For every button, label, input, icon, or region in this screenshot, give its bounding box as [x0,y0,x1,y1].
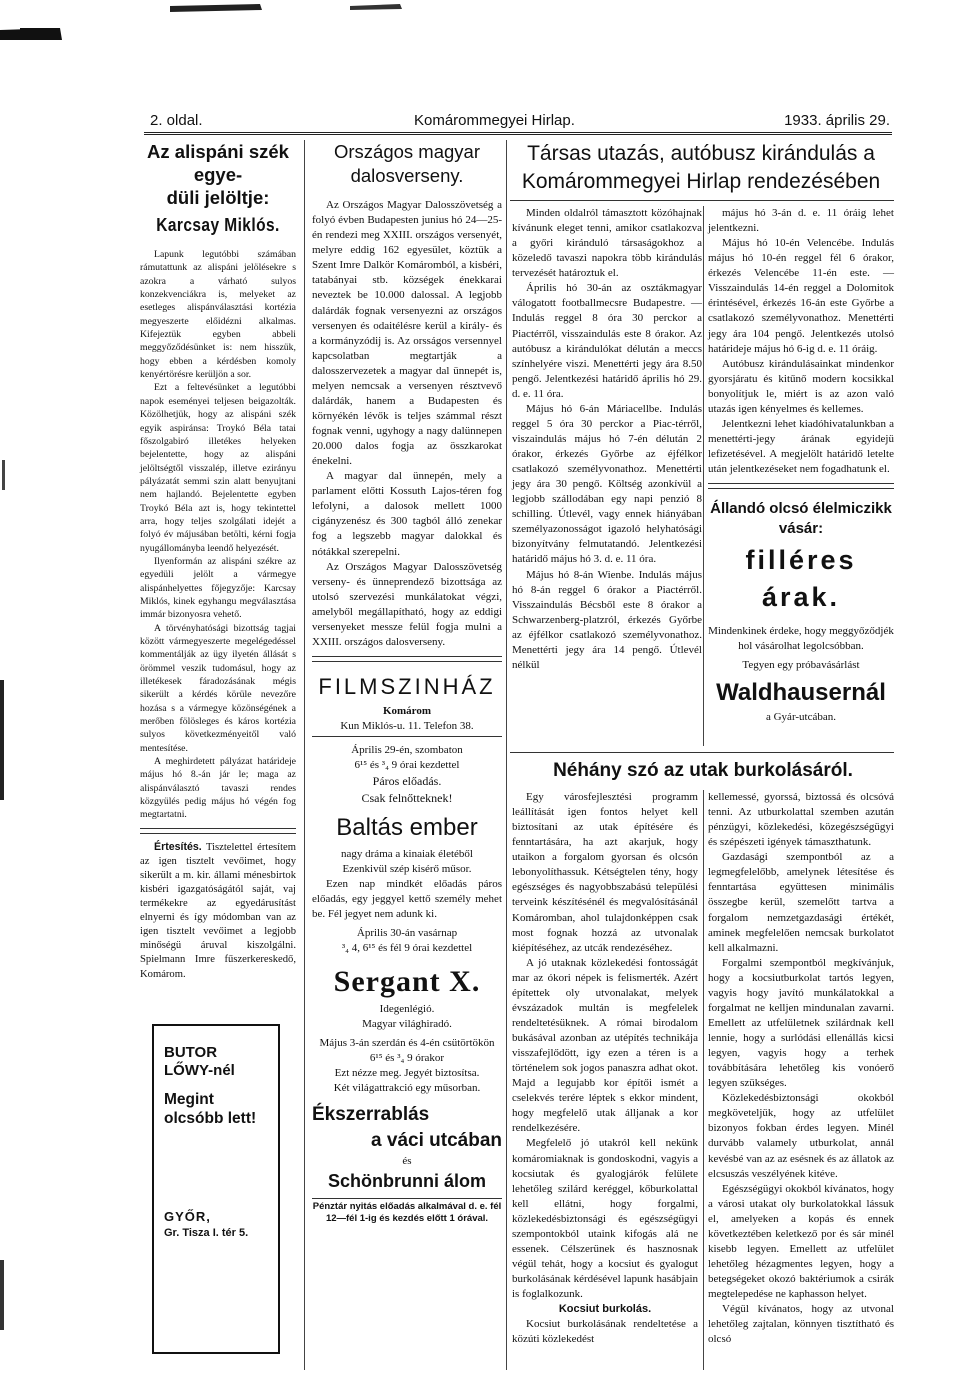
tarsas-paragraph: Autóbusz kirándulásainkat mindenkor gyorsjáratu és kitűnő modern kocsikkal bonyolítjuk le, miért is az azon való utazás igen kényelmes és kellemes. [708,357,894,415]
column-rule [304,140,305,1370]
allando-shop-name: Waldhausernál [716,679,886,707]
film-show1-adults: Csak felnőtteknek! [361,790,453,805]
alispan-candidate-name: Karcsay Miklós. [156,215,280,236]
utak-paragraph: Egészségügyi okokból kívánatos, hogy a városi utakat oly burkolatokkal lássuk el, amelyeken a kopás és ennek következtében keletkező por és sár minél kisebb legyen. Emellett az utfelület lehetőleg hézagmentes legyen, hogy a betegségeket okozó baktériumok a csirák megtelepedése ne kaphasson helyet. [708,1182,894,1301]
film-show2-times: ³₄ 4, 6¹⁵ és fél 9 órai kezdettel [341,942,473,955]
ad-butor-line2: LŐWY-nél [164,1061,235,1079]
film-cashier-hours: Pénztár nyitás előadás alkalmával d. e. fél 12—fél 1-ig és kezdés előtt 1 órával. [312,1198,502,1225]
allando-street: a Gyár-utcában. [765,711,837,724]
dalos-paragraph: Az Országos Magyar Dalosszövetség verseny- és ünneprendező bizottsága az utolsó szervezési munkálatokat végzi, amelyből megállapítható, hogy az eddigi versenyeket messze felül fogja mulni a XXIII. országos dalosverseny. [312,560,502,648]
tarsas-headline-line2: Komárommegyei Hirlap rendezésében [521,169,881,193]
film-notice: Ezen nap mindkét előadás páros előadás, egy jeggyel kettő személy mehet be. Fél jegyet nem adunk ki. [312,878,502,921]
utak-paragraph: Kocsiut burkolásának rendeltetése a közúti közlekedést [512,1318,698,1346]
utak-paragraph: Forgalmi szempontból megkívánjuk, hogy a kocsiutburkolat tartós legyen, vagyis hogy javító munkálatokkal a forgalmat ne kelljen mindunalan zavarni. Emellett az utfelületnek szilárdnak kell lennie, hogy a surlódási ellenállás kicsi legyen, vagyis hogy a terhek továbbítására lehetőleg kis vonóerő legyen szükséges. [708,956,894,1090]
allando-ad [708,499,894,725]
column-utak-right [708,790,894,1347]
column-rule [703,206,704,746]
page-header [144,108,892,135]
utak-subheading: Kocsiut burkolás. [558,1303,652,1316]
film-movie1-desc: nagy dráma a kinaiak életéből [341,848,473,861]
utak-paragraph: A jó utaknak közlekedési fontosságát mar az ókori népek is felismerték. Azért építettek oly utvonalakat, melyek évszázadok multán is megfelelek rendeltetésüknek. A római birodalom bukásával azonban az utépítés technikája visszafejlődött, igy ezen a téren is a történelem sok jogos panaszra adhat okot. Majd a legujabb kor építői ismét a cselekvés terére léptek s ekkor mindent, hogy megfelelő utak álljanak a kor rendelkezésére. [512,956,698,1135]
tarsas-headline-line1: Társas utazás, autóbusz kirándulás a [527,142,875,165]
film-movie1-title: Baltás ember [336,814,478,842]
tarsas-paragraph: Április hó 30-án az osztákmagyar válogatott footballmecsre Budapestre. — Indulás reggel 8 óra 30 perckor a Piactérről, visszaindulás este 8 órakor. Az autóbusz a kirándulókat délután a meccs színhelyére viszi. Menettérti jegy ára 8.50 pengő. Jelentkezési határidő április hó 29. d. e. 11 óra. [512,282,702,400]
film-show1-type: Páros előadás. [372,774,442,789]
alispan-paragraph: Ezt a feltevésünket a legutóbbi napok eseményei teljesen beigazolták. Közölhetjük, hogy az alispáni szék egyik aspiránsa: Troykó Béla tatai főszolgabiró illetékes helyeken bejelentette, hogy az alispáni jelöltségtől visszalép, illetve ezirányu pályázatát semmi szin alatt benyujtani nem hajlandó. Bejelentette egyben Troykó Béla azt is, hogy tekintettel arra, hogy teljes szolgálati idejét a folyó év májusában betölti, kérni fogja nyugállományba leendő helyezését. [140,382,296,554]
dalos-headline-line2: dalosverseny. [350,165,464,187]
section-divider [708,483,894,489]
dalos-paragraph: A magyar dal ünnepén, mely a parlament előtti Kossuth Lajos-téren fog lefolyni, a dalosok mellett 1000 cigányzenész és 300 tagból álló zenekar fog a legszebb magyar dalokkal és nótákkal szerepelni. [312,470,502,558]
allando-text2: Tegyen egy próbavásárlást [742,659,860,672]
film-show1-date: Április 29-én, szombaton [351,744,463,757]
tarsas-paragraph: Minden oldalról támasztott közóhajnak kívánunk eleget tenni, amikor csatlakozva a győri kiránduló társaságokhoz a közeledő tavaszi napokra több kirándulás tervezését határoztuk el. [512,207,702,280]
ad-butor-address: Gr. Tisza I. tér 5. [164,1227,249,1240]
film-show2-date: Április 30-án vasárnap [356,927,458,940]
scan-left-edge [0,40,14,1380]
filmszinhaz-ad [312,672,502,1225]
column-alispan [140,140,296,1354]
film-movie3c-title: Schönbrunni álom [327,1171,486,1192]
utak-paragraph: Közlekedésbiztonsági okokból megköveteljük, hogy az utfelület bizonyos fokban érdes legyen. Minél durvább valamely utburkolat, annál kevésbé van az az esésnek és az állatok az elcsuszás veszélyének kitéve. [708,1092,894,1180]
film-movie2-desc: Idegenlégió. [379,1002,435,1015]
column-dalos-film [312,140,502,1225]
section-rule [510,752,894,753]
utak-paragraph: Végül kívánatos, hogy az utvonal lehetőleg zajtalan, könnyen tisztítható és olcsó [708,1303,894,1346]
tarsas-paragraph: Május hó 8-án Wienbe. Indulás május hó 8-án reggel 6 órakor a Piactérről. Visszaindulás Bécsből este 8 órakor a Schwarzenberg-platzról, érkezés Győrbe az éjfélkor csatlakozó személyvonathoz. Menettérti jegy ára 14 pengő. Útlevél nélkül [512,568,702,671]
column-rule [506,140,507,1370]
allando-text1: Mindenkinek érdeke, hogy meggyőződjék hol vásárolhat legolcsóbban. [708,625,894,653]
film-movie3b-title: a váci utcában [371,1130,502,1152]
film-movie1-desc2: Ezenkivül szép kisérő műsor. [342,863,472,876]
dalos-headline-line1: Országos magyar [334,141,480,162]
film-movie2-title: Sergant X. [333,964,481,998]
allando-big-slogan: filléres árak. [745,545,857,613]
section-divider [312,656,502,662]
alispan-headline-line2: düli jelöltje: [166,187,270,209]
film-title: FILMSZINHÁZ [318,673,496,699]
butor-advertisement [152,1024,280,1354]
utak-paragraph: Egy városfejlesztési programm leállítását igen fontos helyet kell biztosítani az utak építésére és fenntartására, ha azt akarjuk, hogy utaikon a forgalom gyorsan és olcsón lebonyolíthassuk. Kétségtelen tény, hogy egészséges és nagyobbszabású települési terveink készítésénél és megvalósításánál Komáromban, ahol tulajdonképpen csak most fognak hozzá az utvonalak kiépítéséhez, az utcák rendezéséhez. [512,791,698,954]
alispan-paragraph: Ilyenformán az alispáni székre az egyedüli jelölt a vármegye alispánhelyettes főjegyzője: Karcsay Miklós, kinek egyhangu megválasztása immár bizonyosra vehető. [140,555,296,621]
allando-headline-line1: Állandó olcsó élelmiczikk [710,500,892,518]
film-movie3a-title: Ékszerrablás [312,1104,430,1125]
film-show3-note2: Két világattrakció egy műsorban. [333,1081,481,1094]
film-address: Kun Miklós-u. 11. Telefon 38. [312,719,502,737]
utak-paragraph: kellemessé, gyorssá, biztossá és olcsóvá tenni. Az utburkolattal szemben azután pénzügyi, közlekedési, közegészségügyi és szépészeti igények támaszthatunk. [708,791,894,849]
tarsas-headline [510,140,892,195]
tarsas-paragraph: május hó 3-án d. e. 11 óráig lehet jelentkezni. [708,207,894,235]
section-divider [140,828,296,834]
scan-top-edge [0,0,960,40]
film-city: Komárom [382,705,432,718]
dalos-paragraph: Az Országos Magyar Dalosszövetség a folyó évben Budapesten junius hó 24—25-én rendezi meg XXIII. országos versenyét, melyre eddig 162 egyesület, köztük a Szent Imre Dalkör Komáromból, a kisbéri, tatabányai stb. községek énekkarai neveztek be 10.000 dalossal. A legjobb dalárdák fognak versenyezni az országos versenyen és odaitélésre kerül a király- és a kormányzódij is. Az orsságos versennyel kapcsolatban megtartják a dalosszervezetek a magyar dal ünnepét is, melyen nemcsak a versenyen résztvevő dalárdák, hanem a Budapesten és környékén lévők is teljes számmal részt fognak venni, ugyhogy a nagy dalünnepen 20.000 dalos fogja az összkarokat énekelni. [312,199,502,468]
page-number: 2. oldal. [150,112,203,129]
column-tarsas-left [512,206,702,673]
headline-rule [510,200,894,201]
utak-headline: Néhány szó az utak burkolásáról. [553,760,853,781]
tarsas-paragraph: Jelentkezni lehet kiadóhivatalunkban a menettérti-jegy árának egyidejü lefizetésével. A megjelölt határidő letelte után jelentkezéseket nem fogadhatunk el. [708,417,894,476]
column-rule [703,790,704,1370]
newspaper-name: Komárommegyei Hirlap. [414,112,575,129]
tarsas-paragraph: Május hó 10-én Velencébe. Indulás május hó 10-én reggel fél 6 órakor, érkezés Velencébe 11-én este. — Visszaindulás 14-én reggel a Dolomitok érintésével, érkezés 16-án este Győrbe a csatlakozó személyvonathoz. Menettérti jegy ára 104 pengő. Jelentkezés utolsó határideje május hó 6-ig d. e. 11 óráig. [708,237,894,355]
ad-butor-city: GYŐR, [164,1209,211,1225]
column-tarsas-right [708,206,894,725]
film-show3-note: Ezt nézze meg. Jegyét biztosítsa. [334,1066,480,1079]
alispan-headline-line1: Az alispáni szék egye- [147,141,289,186]
ertesites-lead: Értesítés. [154,840,202,853]
allando-headline-line2: vásár: [778,519,824,537]
ertesites-text: Tisztelettel értesítem az igen tisztelt vevőimet, hogy sikerült a m. kir. állami ménesbirtok kisbéri igazgatóságától saját, vaj termékekre az egyedárusítást elnyerni és így módomban van az igen tisztelt vevőimet a legjobb minőségü áruval kiszolgálni. Spielmann Imre fűszerkereskedő, Komárom. [140,841,296,980]
film-and: és [402,1155,412,1168]
alispan-paragraph: A törvényhatósági bizottság tagjai között vármegyeszerte megelégedéssel kommentálják az ügy ilyetén állását s örömmel veszik tudomásul, hogy az illetékesek fáradozásának mégis sikerült a kérdés körüle nevezőre hozása s a vármegye közönségének a merőben fölösleges és káros kortézia sulyos következményeitől való mentesítése. [140,622,296,754]
issue-date: 1933. április 29. [784,112,890,129]
alispan-paragraph: Lapunk legutóbbi számában rámutattunk az alispáni jelölésekre s azokra a várható sulyos konzekvenciákra is, melyeket az esetleges alispánválasztási kortézia megyeszerte előidézni alkalmas. Kifejeztük egyben abbeli meggyőződésünket is: nem hisszük, hogy ebben a kérdésben komoly kenyértörésre kerüljön a sor. [140,249,296,381]
alispan-paragraph: A meghirdetett pályázat határideje május hó 8.-án jár le; maga az alispánválasztó tavaszi rendes közgyülés pedig május hó végén fog megtartatni. [140,756,296,821]
film-show3: Május 3-án szerdán és 4-én csütörtökön 6¹⁵ és ³₄ 9 órakor [319,1036,495,1064]
ad-butor-line1: BUTOR [164,1043,218,1061]
ertesites-notice [140,840,296,982]
utak-paragraph: Megfelelő jó utakról kell nekünk komáromiaknak is gondoskodni, vagyis a kocsiutak és gyalogjárók felülete lehetőleg szilárd keréggel, kőburkolattal kell ellátni, hogy forgalmi, közlekedésbiztonsági és egészségügyi szempontokból utaink kifogás alá ne essenek. Célszerünek és hasznosnak végül tehát, hogy a kocsiut és gyalogut burkolásának kérdésével lapunk hasábjain is foglalkozunk. [512,1137,698,1301]
utak-paragraph: Gazdasági szempontból az a legmegfelelőbb, amelynek létesítése és fenntartása együttesen minimális összegbe kerül, szemelőtt tartva a forgalom nemzetgazdasági értékét, aminek megfelelően nemcsak burkolatot kell alkalmazni. [708,851,894,954]
ad-butor-line3: Megint olcsóbb lett! [164,1090,257,1127]
tarsas-paragraph: Május hó 6-án Máriacellbe. Indulás reggel 5 óra 30 perckor a Piac-térről, viszaindulás május hó 7-én délután 2 órakor, érkezés Győrbe az éjfélkor csatlakozó személyvonathoz. Menettérti jegy ára 30 pengő. Költség azonkívül a legjobb szállodában egy napi penzió 8 schilling. Útlevél, vagy ennek hiányában személyazonosságot igazoló helyhatósági bizonyítvány felmutatandó. Jelentkezési határidő május hó 3. d. e. 11 óra. [512,402,702,566]
dalos-headline [312,140,502,188]
allando-headline [708,499,894,538]
film-movie2-desc2: Magyar világhiradó. [362,1017,452,1030]
column-utak-left [512,790,698,1347]
alispan-headline [140,140,296,209]
film-show1-times: 6¹⁵ és ³₄ 9 órai kezdettel [354,759,460,772]
